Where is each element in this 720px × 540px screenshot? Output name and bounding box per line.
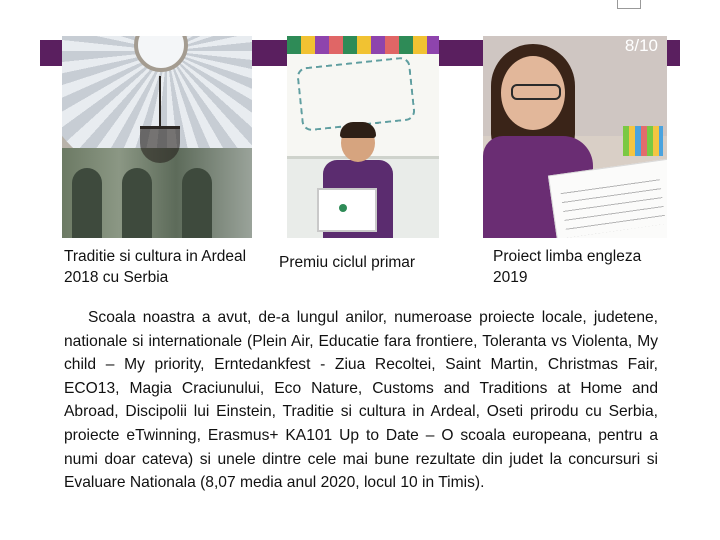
dome-interior-photo	[62, 36, 252, 238]
photo-caption-culture-project: Traditie si cultura in Ardeal 2018 cu Serbia	[64, 248, 247, 286]
student-writing-photo	[483, 36, 667, 238]
projects-paragraph: Scoala noastra a avut, de-a lungul anilor, numeroase proiecte locale, judetene, nationale si internationale (Plein Air, Educatie fara frontiere, Toleranta vs Violenta, My child – My priority, Erntedankfest - Ziua Recoltei, Saint Martin, Christmas Fair, ECO13, Magia Craciunului, Eco Nature, Customs and Traditions at Home and Abroad, Discipolii lui Einstein, Traditie si cultura in Ardeal, Oseti prirodu cu Serbia, proiecte eTwinning, Erasmus+ KA101 Up to Date – O scoala europeana, pentru a numi doar cateva) si unele dintre cele mai bune rezultate din judet la concursuri si Evaluare Nationala (8,07 media anul 2020, locul 10 in Timis).	[64, 309, 658, 492]
student-with-diploma-photo	[287, 36, 439, 238]
photo-caption-english-project: Proiect limba engleza 2019	[493, 248, 642, 286]
slide-corner-mark	[617, 0, 641, 9]
slide-counter: 8/10	[624, 36, 658, 55]
photo-caption-primary-award: Premiu ciclul primar	[279, 254, 416, 271]
